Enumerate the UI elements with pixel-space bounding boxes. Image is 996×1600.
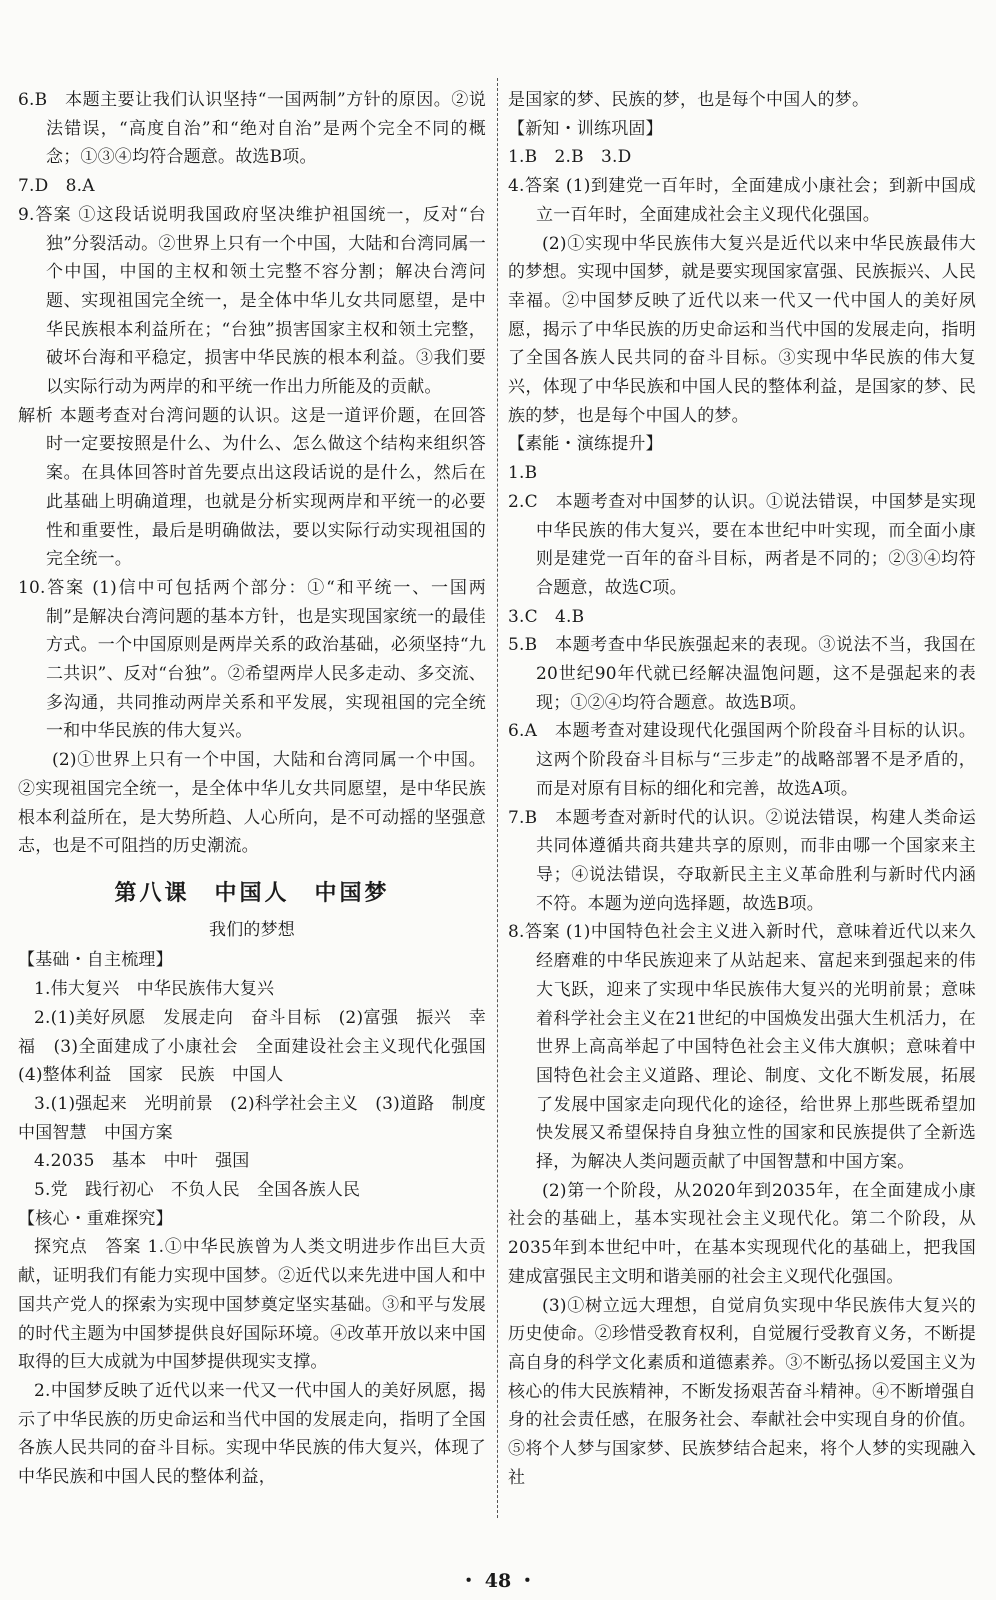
section-heading: 【基础・自主梳理】 bbox=[18, 950, 173, 971]
answer-paragraph: 2.中国梦反映了近代以来一代又一代中国人的美好夙愿，揭示了中华民族的历史命运和当代中国的发展走向，指明了全国各族人民共同的奋斗目标。实现中华民族的伟大复兴，体现了中华民族和中国人民的整体利益， bbox=[18, 1380, 486, 1488]
answer-paragraph: 4.2035 基本 中叶 强国 bbox=[34, 1151, 250, 1172]
answer-paragraph: 1.伟大复兴 中华民族伟大复兴 bbox=[34, 979, 275, 1000]
answer-paragraph: 1.B 2.B 3.D bbox=[508, 147, 632, 168]
left-answers bbox=[18, 86, 486, 861]
section-heading: 【新知・训练巩固】 bbox=[508, 118, 663, 139]
answer-paragraph: 是国家的梦、民族的梦，也是每个中国人的梦。 bbox=[508, 90, 870, 110]
answer-paragraph: (2)①世界上只有一个中国，大陆和台湾同属一个中国。②实现祖国完全统一，是全体中华儿女共同愿望，是中华民族根本利益所在，是大势所趋、人心所向，是不可动摇的坚强意志，也是不可阻挡的历史潮流。 bbox=[18, 750, 486, 857]
answer-paragraph: 3.C 4.B bbox=[508, 606, 585, 627]
answer-paragraph: 2.C 本题考查对中国梦的认识。①说法错误，中国梦是实现中华民族的伟大复兴，要在本世纪中叶实现，而全面小康则是建党一百年的奋斗目标，两者是不同的；②③④均符合题意，故选C项。 bbox=[508, 491, 976, 598]
answer-paragraph: 7.B 本题考查对新时代的认识。②说法错误，构建人类命运共同体遵循共商共建共享的原则，而非由哪一个国家来主导；④说法错误，夺取新民主主义革命胜利与新时代内涵不符。本题为逆向选择题，故选B项。 bbox=[508, 807, 976, 914]
lesson-title: 我们的梦想 bbox=[209, 919, 295, 940]
answer-paragraph: 9.答案 ①这段话说明我国政府坚决维护祖国统一，反对“台独”分裂活动。②世界上只有一个中国，大陆和台湾同属一个中国，中国的主权和领土完整不容分割；解决台湾问题、实现祖国完全统一，是全体中华儿女共同愿望，是中华民族根本利益所在；“台独”损害国家主权和领土完整，破坏台海和平稳定，损害中华民族的根本利益。③我们要以实际行动为两岸的和平统一作出力所能及的贡献。 bbox=[18, 204, 486, 398]
answer-paragraph: (3)①树立远大理想，自觉肩负实现中华民族伟大复兴的历史使命。②珍惜受教育权利，自觉履行受教育义务，不断提高自身的科学文化素质和道德素养。③不断弘扬以爱国主义为核心的伟大民族精神，不断发扬艰苦奋斗精神。④不断增强自身的社会责任感，在服务社会、奉献社会中实现自身的价值。⑤将个人梦与国家梦、民族梦结合起来，将个人梦的实现融入社 bbox=[508, 1295, 976, 1488]
answer-paragraph: 7.D 8.A bbox=[18, 176, 95, 197]
answer-paragraph: 解析 本题考查对台湾问题的认识。这是一道评价题，在回答时一定要按照是什么、为什么、怎么做这个结构来组织答案。在具体回答时首先要点出这段话说的是什么，然后在此基础上明确道理，也就是分析实现两岸和平统一的必要性和重要性，最后是明确做法，要以实际行动实现祖国的完全统一。 bbox=[18, 405, 486, 570]
answer-paragraph: 2.(1)美好夙愿 发展走向 奋斗目标 (2)富强 振兴 幸福 (3)全面建成了小康社会 全面建设社会主义现代化强国 (4)整体利益 国家 民族 中国人 bbox=[18, 1007, 504, 1086]
section-heading: 【素能・演练提升】 bbox=[508, 434, 663, 455]
column-divider bbox=[497, 78, 499, 1518]
section-heading: 【核心・重难探究】 bbox=[18, 1208, 173, 1229]
page-number: ・ 48 ・ bbox=[459, 1570, 537, 1592]
lesson-answers bbox=[18, 946, 504, 1491]
right-answers bbox=[508, 86, 976, 1492]
right-column bbox=[508, 86, 976, 1492]
answer-paragraph: 8.答案 (1)中国特色社会主义进入新时代，意味着近代以来久经磨难的中华民族迎来了从站起来、富起来到强起来的伟大飞跃，迎来了实现中华民族伟大复兴的光明前景；意味着科学社会主义在21世纪的中国焕发出强大生机活力，在世界上高高举起了中国特色社会主义伟大旗帜；意味着中国特色社会主义道路、理论、制度、文化不断发展，拓展了发展中国家走向现代化的途径，给世界上那些既希望加快发展又希望保持自身独立性的国家和民族提供了全新选择，为解决人类问题贡献了中国智慧和中国方案。 bbox=[508, 922, 976, 1173]
answer-paragraph: 3.(1)强起来 光明前景 (2)科学社会主义 (3)道路 制度 中国智慧 中国方案 bbox=[18, 1093, 504, 1143]
answer-paragraph: 5.党 践行初心 不负人民 全国各族人民 bbox=[34, 1180, 361, 1201]
answer-paragraph: 5.B 本题考查中华民族强起来的表现。③说法不当，我国在20世纪90年代就已经解决温饱问题，这不是强起来的表现；①②④均符合题意。故选B项。 bbox=[508, 635, 976, 713]
answer-paragraph: 6.A 本题考查对建设现代化强国两个阶段奋斗目标的认识。这两个阶段奋斗目标与“三步走”的战略部署不是矛盾的，而是对原有目标的细化和完善，故选A项。 bbox=[508, 721, 976, 799]
answer-paragraph: 6.B 本题主要让我们认识坚持“一国两制”方针的原因。②说法错误，“高度自治”和“绝对自治”是两个完全不同的概念；①③④均符合题意。故选B项。 bbox=[18, 90, 486, 168]
answer-paragraph: (2)第一个阶段，从2020年到2035年，在全面建成小康社会的基础上，基本实现社会主义现代化。第二个阶段，从2035年到本世纪中叶，在基本实现现代化的基础上，把我国建成富强民主文明和谐美丽的社会主义现代化强国。 bbox=[508, 1180, 976, 1287]
answer-paragraph: (2)①实现中华民族伟大复兴是近代以来中华民族最伟大的梦想。实现中国梦，就是要实现国家富强、民族振兴、人民幸福。②中国梦反映了近代以来一代又一代中国人的美好夙愿，揭示了中华民族的历史命运和当代中国的发展走向，指明了全国各族人民共同的奋斗目标。③实现中华民族的伟大复兴，体现了中华民族和中国人民的整体利益，是国家的梦、民族的梦，也是每个中国人的梦。 bbox=[508, 233, 976, 426]
left-column bbox=[18, 86, 504, 1492]
answer-paragraph: 1.B bbox=[508, 463, 538, 484]
chapter-title: 第八课 中国人 中国梦 bbox=[114, 879, 390, 906]
answer-paragraph: 4.答案 (1)到建党一百年时，全面建成小康社会；到新中国成立一百年时，全面建成社会主义现代化强国。 bbox=[508, 176, 976, 225]
answer-paragraph: 10.答案 (1)信中可包括两个部分：①“和平统一、一国两制”是解决台湾问题的基本方针，也是实现国家统一的最佳方式。一个中国原则是两岸关系的政治基础，必须坚持“九二共识”、反对“台独”。②希望两岸人民多走动、多交流、多沟通，共同推动两岸关系和平发展，实现祖国的完全统一和中华民族的伟大复兴。 bbox=[18, 577, 486, 742]
answer-paragraph: 探究点 答案 1.①中华民族曾为人类文明进步作出巨大贡献，证明我们有能力实现中国梦。②近代以来先进中国人和中国共产党人的探索为实现中国梦奠定坚实基础。③和平与发展的时代主题为中国梦提供良好国际环境。④改革开放以来中国取得的巨大成就为中国梦提供现实支撑。 bbox=[18, 1237, 486, 1373]
